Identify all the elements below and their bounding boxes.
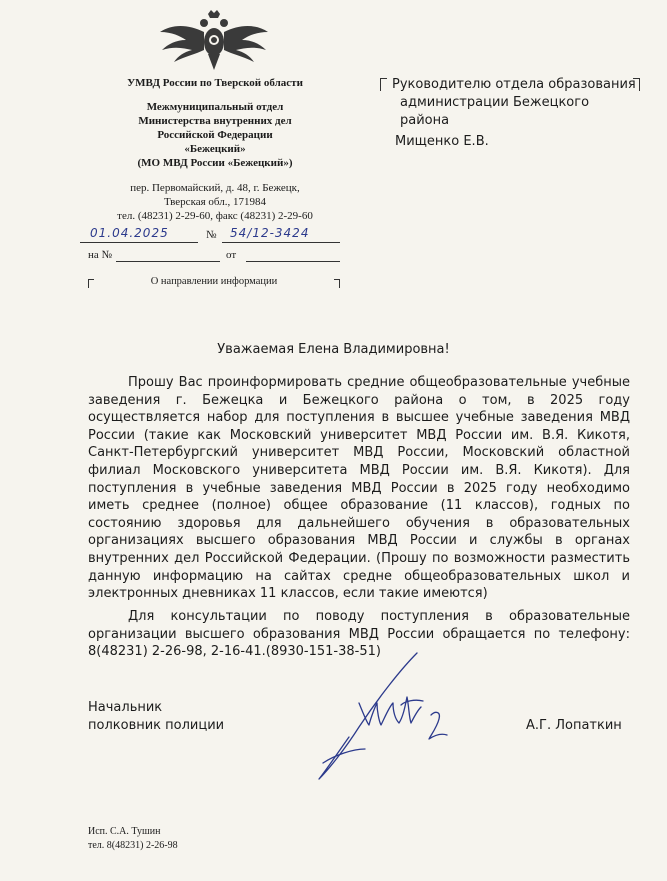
executor-phone: тел. 8(48231) 2-26-98 bbox=[88, 840, 178, 851]
dept-line: Министерства внутренних дел bbox=[138, 115, 292, 127]
dept-line: (МО МВД России «Бежецкий») bbox=[137, 157, 293, 169]
dept-line: «Бежецкий» bbox=[184, 143, 246, 155]
address-line: пер. Первомайский, д. 48, г. Бежецк, bbox=[130, 182, 300, 194]
body-paragraph-2: Для консультации по поводу поступления в образовательные организации высшего образования МВД России обращается по телефону: 8(48231) 2-26-98, 2-16-41.(8930-151-38-51) bbox=[88, 609, 630, 660]
dept-line: Российской Федерации bbox=[157, 129, 273, 141]
executor-name: Исп. С.А. Тушин bbox=[88, 826, 161, 837]
recipient-line-2: администрации Бежецкого района bbox=[400, 95, 590, 128]
recipient-line-1: Руководителю отдела образования bbox=[392, 77, 636, 92]
signatory-rank: полковник полиции bbox=[88, 718, 225, 733]
subject bbox=[88, 276, 340, 292]
mvd-eagle-emblem-icon bbox=[158, 10, 270, 72]
recipient-bracket-left bbox=[380, 78, 387, 91]
signatory-name: А.Г. Лопаткин bbox=[526, 718, 622, 733]
recipient-block bbox=[380, 76, 640, 128]
subject-text: О направлении информации bbox=[150, 276, 278, 287]
date-handwritten: 01.04.2025 bbox=[90, 226, 169, 240]
subject-bracket-right bbox=[334, 279, 340, 288]
greeting: Уважаемая Елена Владимировна! bbox=[217, 342, 450, 357]
recipient-bracket-right bbox=[633, 78, 640, 91]
number-handwritten: 54/12-3424 bbox=[230, 226, 310, 240]
handwritten-signature-icon bbox=[305, 645, 455, 785]
recipient-name: Мищенко Е.В. bbox=[395, 134, 489, 149]
registration-block bbox=[80, 228, 340, 264]
address-line: тел. (48231) 2-29-60, факс (48231) 2-29-60 bbox=[117, 210, 313, 222]
from-line bbox=[246, 247, 340, 262]
body-paragraph-1: Прошу Вас проинформировать средние общеобразовательные учебные заведения г. Бежецка и Бежецкого района о том, в 2025 году осуществляется набор для поступления в высшее учебные заведения МВД России (такие как Московский университет МВД России им. В.Я. Кикотя, Санкт-Петербургский университет МВД России, Московский областной филиал Московского университета МВД России им. В.Я. Кикотя). Для поступления в учебные заведения МВД России в 2025 году необходимо иметь среднее (полное) общее образование (11 классов), годных по состоянию здоровья для дальнейшего обучения в образовательных организациях высшего образования МВД России и службы в органах внутренних дел Российской Федерации. (Прошу по возможности разместить данную информацию на сайтах средне общеобразовательных школ и электронных дневниках 11 классов, если такие имеются) bbox=[88, 375, 630, 602]
ref-label: на № bbox=[88, 249, 113, 261]
from-label: от bbox=[226, 249, 237, 261]
subject-bracket-left bbox=[88, 279, 94, 288]
sender-department bbox=[80, 100, 350, 170]
number-sign: № bbox=[206, 229, 217, 241]
ref-line bbox=[116, 247, 220, 262]
sender-address bbox=[80, 181, 350, 223]
signatory-position: Начальник bbox=[88, 700, 163, 715]
sender-organization: УМВД России по Тверской области bbox=[127, 77, 303, 89]
dept-line: Межмуниципальный отдел bbox=[146, 101, 284, 113]
address-line: Тверская обл., 171984 bbox=[164, 196, 266, 208]
